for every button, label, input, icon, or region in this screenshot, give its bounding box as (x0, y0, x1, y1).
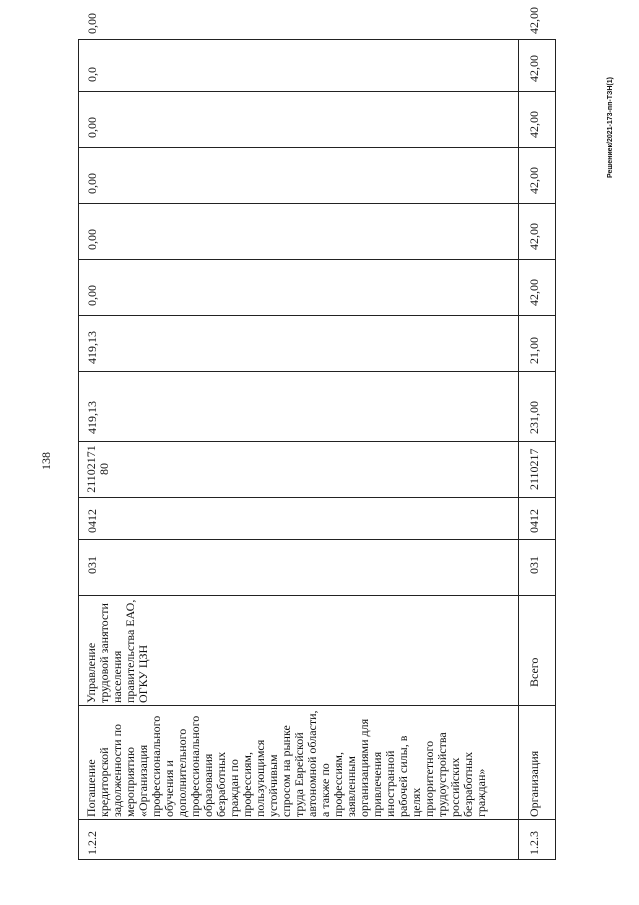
value-cell: 42,00 (527, 111, 541, 138)
value-cell: 42,00 (527, 7, 541, 34)
grbs-code: 031 (85, 556, 99, 574)
value-cell: 0,00 (85, 285, 99, 306)
value-cell: 0,00 (85, 173, 99, 194)
executor: Всего (527, 657, 541, 687)
value-cell: 42,00 (527, 55, 541, 82)
value-cell: 0,0 (85, 67, 99, 82)
executor: Управление трудовой занятости населения правительства ЕАО, ОГКУ ЦЗН (84, 599, 150, 703)
row-number: 1.2.3 (527, 831, 541, 855)
value-cell: 0,00 (85, 13, 99, 34)
event-name: Погашение кредиторской задолженности по мероприятию «Организация профессионального обучения и дополнительного профессионального образования безработных граждан по профессиям, пользующимся устойчивым спросом на рынке труда Еврейской автономной области, а также по профессиям, заявленным организациями для привлечения иностранной рабочей силы, в целях приоритетного трудоустройства российских безработных граждан» (84, 710, 488, 817)
value-cell: 21,00 (527, 337, 541, 364)
grbs-code: 031 (527, 556, 541, 574)
value-cell: 0,00 (85, 229, 99, 250)
value-cell: 0,00 (85, 117, 99, 138)
value-cell: 42,00 (527, 167, 541, 194)
document-stamp: Решениек/2021-173-пп-ТЗН(1) (607, 77, 614, 178)
rzpr-code: 0412 (527, 509, 541, 533)
value-cell: 419,13 (85, 401, 99, 434)
value-cell: 419,13 (85, 331, 99, 364)
value-cell: 231,00 (527, 401, 541, 434)
value-cell: 42,00 (527, 279, 541, 306)
page-number: 138 (39, 452, 53, 470)
value-cell: 42,00 (527, 223, 541, 250)
event-name: Организация (527, 750, 541, 817)
rzpr-code: 0412 (85, 509, 99, 533)
csr-code: 2110217180 (84, 445, 111, 493)
row-number: 1.2.2 (85, 831, 99, 855)
csr-code: 2110217 (527, 448, 541, 490)
